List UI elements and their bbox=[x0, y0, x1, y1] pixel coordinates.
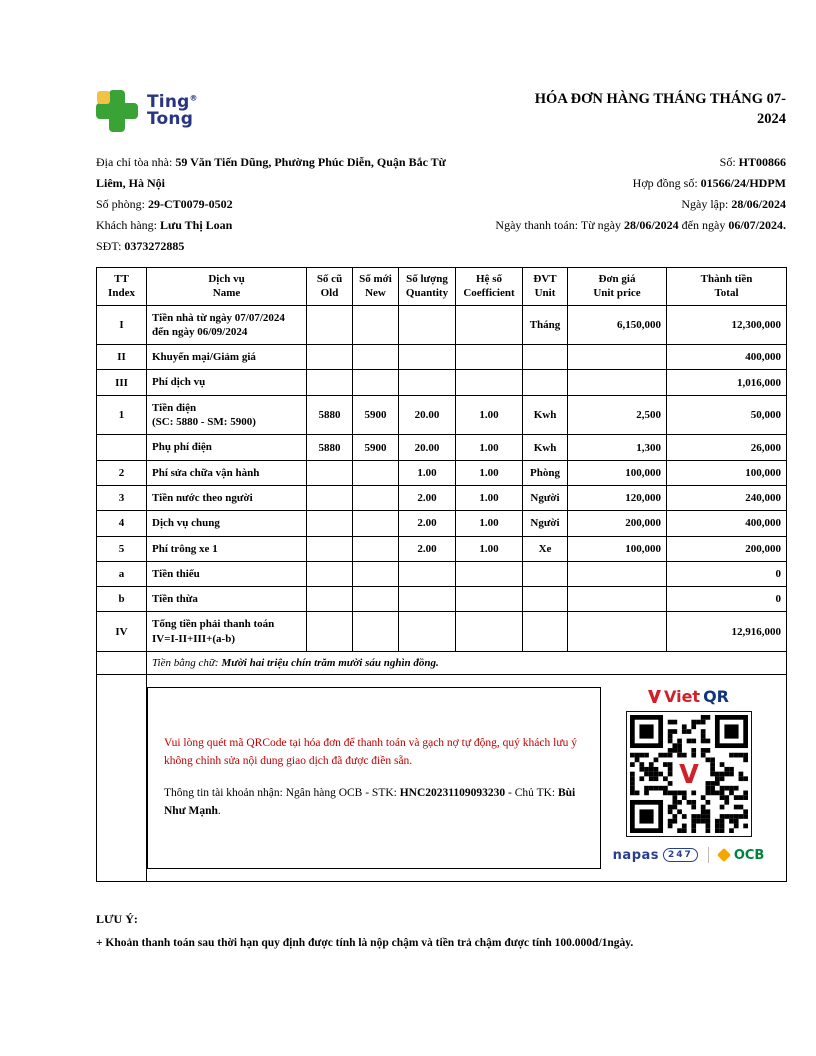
cell-total: 12,916,000 bbox=[667, 612, 787, 652]
ocb-logo bbox=[719, 848, 765, 863]
col-header-old-vi: Số cũ bbox=[316, 273, 343, 285]
cell-coefficient: 1.00 bbox=[456, 485, 523, 510]
col-header-total bbox=[667, 268, 787, 306]
table-row bbox=[97, 435, 787, 460]
col-header-index-vi: TT bbox=[114, 273, 129, 285]
amount-in-words-value: Mười hai triệu chín trăm mười sáu nghìn đồng. bbox=[221, 657, 439, 670]
svg-text:V: V bbox=[678, 760, 699, 791]
cell-quantity bbox=[399, 612, 456, 652]
cell-coefficient: 1.00 bbox=[456, 435, 523, 460]
cell-new-reading bbox=[353, 587, 399, 612]
table-row bbox=[97, 460, 787, 485]
cell-service-name: Tiền thiếu bbox=[147, 561, 307, 586]
col-header-coefficient-vi: Hệ số bbox=[476, 273, 502, 285]
issue-date-value: 28/06/2024 bbox=[731, 197, 786, 211]
payment-warning: Vui lòng quét mã QRCode tại hóa đơn để thanh toán và gạch nợ tự động, quý khách lưu ý không chỉnh sửa nội dung giao dịch đã được điền sẵn. bbox=[164, 737, 577, 768]
table-row bbox=[97, 536, 787, 561]
cell-old-reading bbox=[307, 345, 353, 370]
cell-coefficient: 1.00 bbox=[456, 395, 523, 435]
cell-old-reading bbox=[307, 536, 353, 561]
issue-date-label: Ngày lập: bbox=[681, 197, 729, 211]
cell-quantity bbox=[399, 305, 456, 345]
cell-coefficient bbox=[456, 305, 523, 345]
cell-new-reading bbox=[353, 345, 399, 370]
cell-new-reading: 5900 bbox=[353, 395, 399, 435]
col-header-total-en: Total bbox=[714, 287, 739, 300]
customer-name-label: Khách hàng: bbox=[96, 218, 157, 232]
payment-network-logos bbox=[613, 847, 765, 863]
cell-index: IV bbox=[97, 612, 147, 652]
cell-service-name: Tổng tiền phải thanh toán IV=I-II+III+(a-b) bbox=[147, 612, 307, 652]
col-header-index-en: Index bbox=[108, 287, 135, 300]
cell-coefficient: 1.00 bbox=[456, 460, 523, 485]
vietqr-text-qr: QR bbox=[703, 687, 729, 707]
logo-plus-horizontal bbox=[96, 103, 138, 119]
cell-unit-price bbox=[568, 612, 667, 652]
cell-service-name: Tiền nước theo người bbox=[147, 485, 307, 510]
cell-quantity bbox=[399, 345, 456, 370]
invoice-table bbox=[96, 267, 787, 882]
cell-new-reading bbox=[353, 370, 399, 395]
document-header bbox=[96, 88, 786, 134]
cell-service-name: Tiền thừa bbox=[147, 587, 307, 612]
registered-mark: ® bbox=[189, 93, 198, 103]
col-header-coefficient bbox=[456, 268, 523, 306]
building-address-value: 59 Văn Tiến Dũng, Phường Phúc Diễn, Quận Bắc Từ Liêm, Hà Nội bbox=[96, 155, 446, 190]
cell-unit: Tháng bbox=[523, 305, 568, 345]
cell-unit bbox=[523, 561, 568, 586]
account-label: Thông tin tài khoản nhận: Ngân hàng OCB - STK: bbox=[164, 787, 397, 800]
building-address-label: Địa chỉ tòa nhà: bbox=[96, 155, 173, 169]
cell-old-reading bbox=[307, 511, 353, 536]
cell-unit: Kwh bbox=[523, 435, 568, 460]
cell-index: II bbox=[97, 345, 147, 370]
col-header-quantity-en: Quantity bbox=[405, 287, 449, 300]
col-header-new bbox=[353, 268, 399, 306]
cell-service-name: Phí sửa chữa vận hành bbox=[147, 460, 307, 485]
cell-index-empty bbox=[97, 675, 147, 882]
cell-quantity: 2.00 bbox=[399, 511, 456, 536]
cell-service-name: Tiền nhà từ ngày 07/07/2024 đến ngày 06/09/2024 bbox=[147, 305, 307, 345]
late-payment-note: + Khoản thanh toán sau thời hạn quy định được tính là nộp chậm và tiền trả chậm được tính 100.000đ/1ngày. bbox=[96, 937, 634, 950]
cell-service-name: Tiền điện (SC: 5880 - SM: 5900) bbox=[147, 395, 307, 435]
cell-old-reading bbox=[307, 561, 353, 586]
cell-coefficient bbox=[456, 345, 523, 370]
amount-in-words bbox=[147, 652, 787, 675]
cell-index: 1 bbox=[97, 395, 147, 435]
cell-coefficient bbox=[456, 561, 523, 586]
cell-coefficient bbox=[456, 587, 523, 612]
ocb-diamond-icon bbox=[717, 848, 731, 862]
cell-coefficient bbox=[456, 612, 523, 652]
cell-new-reading bbox=[353, 561, 399, 586]
cell-quantity: 1.00 bbox=[399, 460, 456, 485]
cell-unit-price bbox=[568, 345, 667, 370]
payment-note-box bbox=[147, 687, 601, 869]
cell-unit-price bbox=[568, 587, 667, 612]
cell-index: 3 bbox=[97, 485, 147, 510]
cell-unit-price: 2,500 bbox=[568, 395, 667, 435]
cell-old-reading: 5880 bbox=[307, 435, 353, 460]
cell-quantity: 20.00 bbox=[399, 435, 456, 460]
cell-unit-price: 100,000 bbox=[568, 536, 667, 561]
payment-from-date: 28/06/2024 bbox=[624, 218, 679, 232]
cell-unit-price bbox=[568, 370, 667, 395]
cell-new-reading bbox=[353, 612, 399, 652]
table-row bbox=[97, 305, 787, 345]
napas-logo bbox=[613, 848, 698, 863]
cell-new-reading bbox=[353, 485, 399, 510]
cell-unit-price: 1,300 bbox=[568, 435, 667, 460]
cell-service-name: Dịch vụ chung bbox=[147, 511, 307, 536]
cell-old-reading bbox=[307, 305, 353, 345]
ocb-text: OCB bbox=[733, 847, 765, 863]
cell-total: 12,300,000 bbox=[667, 305, 787, 345]
invoice-number-label: Số: bbox=[719, 155, 736, 169]
cell-new-reading: 5900 bbox=[353, 435, 399, 460]
cell-unit-price: 100,000 bbox=[568, 460, 667, 485]
col-header-index bbox=[97, 268, 147, 306]
note-title: LƯU Ý: bbox=[96, 912, 138, 927]
napas-text: napas bbox=[612, 847, 660, 863]
payment-qr-row bbox=[97, 675, 787, 882]
cell-total: 50,000 bbox=[667, 395, 787, 435]
col-header-unit-price-vi: Đơn giá bbox=[598, 273, 636, 285]
cell-unit: Người bbox=[523, 511, 568, 536]
cell-quantity bbox=[399, 561, 456, 586]
cell-old-reading bbox=[307, 587, 353, 612]
cell-index bbox=[97, 435, 147, 460]
brand-name-line1: Ting® bbox=[147, 91, 198, 112]
invoice-info bbox=[96, 152, 786, 257]
cell-unit-price bbox=[568, 561, 667, 586]
payment-period bbox=[96, 215, 786, 236]
table-row bbox=[97, 395, 787, 435]
col-header-service-vi: Dịch vụ bbox=[208, 273, 245, 285]
col-header-old bbox=[307, 268, 353, 306]
qr-block bbox=[601, 687, 776, 869]
invoice-number bbox=[96, 152, 786, 173]
room-number-value: 29-CT0079-0502 bbox=[148, 197, 233, 211]
logo-yellow-square bbox=[97, 91, 110, 104]
col-header-new-en: New bbox=[365, 287, 386, 300]
cell-total: 240,000 bbox=[667, 485, 787, 510]
amount-in-words-row bbox=[97, 652, 787, 675]
col-header-coefficient-en: Coefficient bbox=[463, 287, 515, 300]
contract-number-label: Hợp đồng số: bbox=[632, 176, 698, 190]
cell-unit-price: 120,000 bbox=[568, 485, 667, 510]
payment-period-label: Ngày thanh toán: Từ ngày bbox=[495, 218, 621, 232]
table-row bbox=[97, 511, 787, 536]
invoice-table-footer bbox=[97, 652, 787, 882]
cell-total: 400,000 bbox=[667, 511, 787, 536]
cell-index-empty bbox=[97, 652, 147, 675]
table-row bbox=[97, 370, 787, 395]
cell-index: 4 bbox=[97, 511, 147, 536]
payment-section bbox=[147, 675, 787, 882]
amount-in-words-label: Tiền bằng chữ: bbox=[152, 657, 219, 670]
col-header-service bbox=[147, 268, 307, 306]
cell-unit bbox=[523, 370, 568, 395]
table-header-row bbox=[97, 268, 787, 306]
tingtong-plus-icon bbox=[96, 90, 138, 132]
cell-unit: Phòng bbox=[523, 460, 568, 485]
room-number-label: Số phòng: bbox=[96, 197, 146, 211]
vietqr-logo bbox=[648, 687, 729, 706]
cell-total: 0 bbox=[667, 587, 787, 612]
col-header-new-vi: Số mới bbox=[359, 273, 392, 285]
account-number: HNC20231109093230 bbox=[399, 787, 506, 800]
table-row bbox=[97, 587, 787, 612]
vietqr-v-icon bbox=[648, 690, 661, 703]
cell-service-name: Phụ phí điện bbox=[147, 435, 307, 460]
col-header-total-vi: Thành tiền bbox=[700, 273, 753, 285]
invoice-title: HÓA ĐƠN HÀNG THÁNG THÁNG 07-2024 bbox=[534, 91, 786, 127]
customer-name-value: Lưu Thị Loan bbox=[159, 218, 233, 232]
cell-unit bbox=[523, 587, 568, 612]
account-holder-label: - Chủ TK: bbox=[508, 787, 556, 800]
footer-notes bbox=[96, 912, 786, 949]
cell-quantity: 20.00 bbox=[399, 395, 456, 435]
payment-period-mid: đến ngày bbox=[681, 218, 726, 232]
qr-code bbox=[630, 715, 748, 833]
cell-unit: Người bbox=[523, 485, 568, 510]
table-row bbox=[97, 345, 787, 370]
col-header-quantity-vi: Số lượng bbox=[406, 273, 448, 285]
cell-quantity: 2.00 bbox=[399, 536, 456, 561]
cell-quantity bbox=[399, 587, 456, 612]
cell-unit bbox=[523, 345, 568, 370]
payment-to-date: 06/07/2024. bbox=[728, 218, 786, 232]
cell-unit: Xe bbox=[523, 536, 568, 561]
qr-code-frame bbox=[626, 711, 752, 837]
col-header-service-en: Name bbox=[212, 287, 241, 300]
col-header-unit-vi: ĐVT bbox=[533, 273, 557, 285]
cell-quantity bbox=[399, 370, 456, 395]
table-row bbox=[97, 485, 787, 510]
col-header-old-en: Old bbox=[320, 287, 339, 300]
cell-total: 200,000 bbox=[667, 536, 787, 561]
cell-coefficient bbox=[456, 370, 523, 395]
brand-name-line2: Tong bbox=[147, 109, 194, 129]
col-header-unit bbox=[523, 268, 568, 306]
cell-index: 2 bbox=[97, 460, 147, 485]
cell-unit-price: 200,000 bbox=[568, 511, 667, 536]
account-terminator: . bbox=[217, 804, 221, 817]
cell-total: 1,016,000 bbox=[667, 370, 787, 395]
cell-index: 5 bbox=[97, 536, 147, 561]
invoice-number-value: HT00866 bbox=[738, 155, 786, 169]
cell-total: 26,000 bbox=[667, 435, 787, 460]
table-row bbox=[97, 612, 787, 652]
cell-unit bbox=[523, 612, 568, 652]
cell-new-reading bbox=[353, 511, 399, 536]
tingtong-logo-text bbox=[147, 91, 198, 129]
vietqr-text-viet: Viet bbox=[663, 687, 701, 707]
cell-total: 100,000 bbox=[667, 460, 787, 485]
cell-total: 400,000 bbox=[667, 345, 787, 370]
col-header-quantity bbox=[399, 268, 456, 306]
customer-phone-label: SĐT: bbox=[96, 239, 122, 253]
cell-old-reading bbox=[307, 460, 353, 485]
cell-service-name: Khuyến mại/Giảm giá bbox=[147, 345, 307, 370]
col-header-unit-en: Unit bbox=[534, 287, 556, 300]
cell-service-name: Phí dịch vụ bbox=[147, 370, 307, 395]
contract-number bbox=[96, 173, 786, 194]
cell-unit: Kwh bbox=[523, 395, 568, 435]
cell-coefficient: 1.00 bbox=[456, 536, 523, 561]
cell-old-reading bbox=[307, 370, 353, 395]
cell-index: III bbox=[97, 370, 147, 395]
cell-new-reading bbox=[353, 460, 399, 485]
customer-phone-value: 0373272885 bbox=[124, 239, 185, 253]
account-holder: Bùi Như Mạnh bbox=[164, 787, 576, 817]
table-row bbox=[97, 561, 787, 586]
napas-247-badge: 247 bbox=[663, 848, 698, 862]
cell-unit-price: 6,150,000 bbox=[568, 305, 667, 345]
cell-quantity: 2.00 bbox=[399, 485, 456, 510]
cell-index: a bbox=[97, 561, 147, 586]
cell-old-reading bbox=[307, 485, 353, 510]
cell-old-reading: 5880 bbox=[307, 395, 353, 435]
cell-new-reading bbox=[353, 305, 399, 345]
invoice-meta bbox=[96, 152, 786, 236]
cell-new-reading bbox=[353, 536, 399, 561]
cell-total: 0 bbox=[667, 561, 787, 586]
issue-date bbox=[96, 194, 786, 215]
col-header-unit-price bbox=[568, 268, 667, 306]
col-header-unit-price-en: Unit price bbox=[593, 287, 641, 300]
invoice-table-body bbox=[97, 305, 787, 651]
cell-coefficient: 1.00 bbox=[456, 511, 523, 536]
logo-divider bbox=[708, 847, 709, 863]
cell-index: I bbox=[97, 305, 147, 345]
cell-index: b bbox=[97, 587, 147, 612]
customer-phone bbox=[96, 236, 474, 257]
cell-old-reading bbox=[307, 612, 353, 652]
cell-service-name: Phí trông xe 1 bbox=[147, 536, 307, 561]
contract-number-value: 01566/24/HDPM bbox=[700, 176, 786, 190]
tingtong-logo bbox=[96, 90, 198, 132]
payment-account-info bbox=[164, 785, 584, 821]
